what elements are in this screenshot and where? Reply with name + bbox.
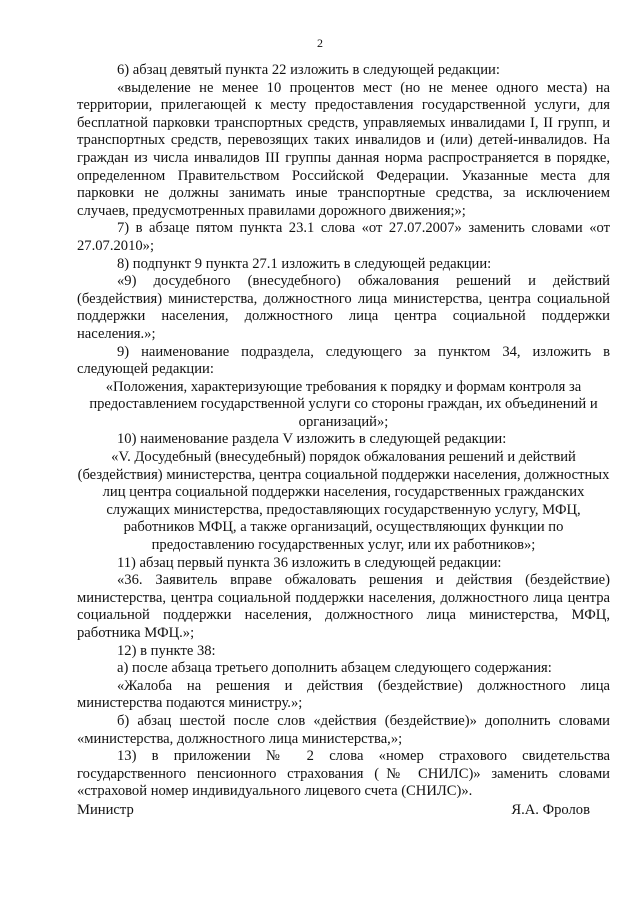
subsection-heading: «Положения, характеризующие требования к порядку и формам контроля за предоставлением государственной услуги со стороны граждан, их объединений и организаций»; — [89, 378, 598, 430]
amendment-paragraph: 10) наименование раздела V изложить в следующей редакции: — [117, 431, 507, 448]
amendment-paragraph: 9) наименование подраздела, следующего за пунктом 34, изложить в следующей редакции: — [77, 343, 610, 378]
amendment-paragraph: 12) в пункте 38: — [117, 642, 216, 659]
amendment-paragraph: «Жалоба на решения и действия (бездействие) должностного лица министерства подаются министру.»; — [77, 677, 610, 712]
amendment-paragraph: б) абзац шестой после слов «действия (бездействие)» дополнить словами «министерства, должностного лица министерства,»; — [77, 712, 610, 747]
page-number: 2 — [317, 36, 323, 50]
amendment-paragraph: а) после абзаца третьего дополнить абзацем следующего содержания: — [117, 660, 552, 677]
amendment-paragraph: 8) подпункт 9 пункта 27.1 изложить в следующей редакции: — [117, 255, 492, 272]
amendment-paragraph: 11) абзац первый пункта 36 изложить в следующей редакции: — [117, 554, 502, 571]
amendment-paragraph: «выделение не менее 10 процентов мест (но не менее одного места) на территории, прилегающей к месту предоставления государственной услуги, для бесплатной парковки транспортных средств, управляемых инвалидами I, II групп, и транспортных средств, перевозящих таких инвалидов и (или) детей-инвалидов. На граждан из числа инвалидов III группы данная норма распространяется в порядке, определенном Правительством Российской Федерации. Указанные места для парковки не должны занимать иные транспортные средства, за исключением случаев, предусмотренных правилами дорожного движения;»; — [77, 79, 610, 219]
document-body — [77, 62, 610, 801]
amendment-paragraph: 6) абзац девятый пункта 22 изложить в следующей редакции: — [117, 62, 500, 78]
amendment-paragraph: «36. Заявитель вправе обжаловать решения и действия (бездействие) министерства, центра социальной поддержки населения, должностного лица центра социальной поддержки населения, должностного лица министерства, МФЦ, работника МФЦ.»; — [77, 572, 610, 641]
signature-block — [77, 802, 590, 819]
amendment-paragraph: «9) досудебного (внесудебного) обжалования решений и действий (бездействия) министерства, должностного лица министерства, центра социальной поддержки населения, должностного лица центра социальной поддержки населения.»; — [77, 273, 610, 342]
amendment-paragraph: 13) в приложении № 2 слова «номер страхового свидетельства государственного пенсионного страхования (№ СНИЛС)» заменить словами «страховой номер индивидуального лицевого счета (СНИЛС)». — [77, 748, 610, 800]
amendment-paragraph: 7) в абзаце пятом пункта 23.1 слова «от 27.07.2007» заменить словами «от 27.07.2010»; — [77, 220, 610, 254]
signatory-position: Министр — [77, 802, 134, 818]
signatory-name: Я.А. Фролов — [511, 802, 590, 818]
section-heading: «V. Досудебный (внесудебный) порядок обжалования решений и действий (бездействия) министерства, центра социальной поддержки населения, должностных лиц центра социальной поддержки населения, государственных гражданских служащих министерства, предоставляющих государственную услугу, МФЦ, работников МФЦ, а также организаций, осуществляющих функции по предоставлению государственных услуг, или их работников»; — [77, 449, 610, 554]
